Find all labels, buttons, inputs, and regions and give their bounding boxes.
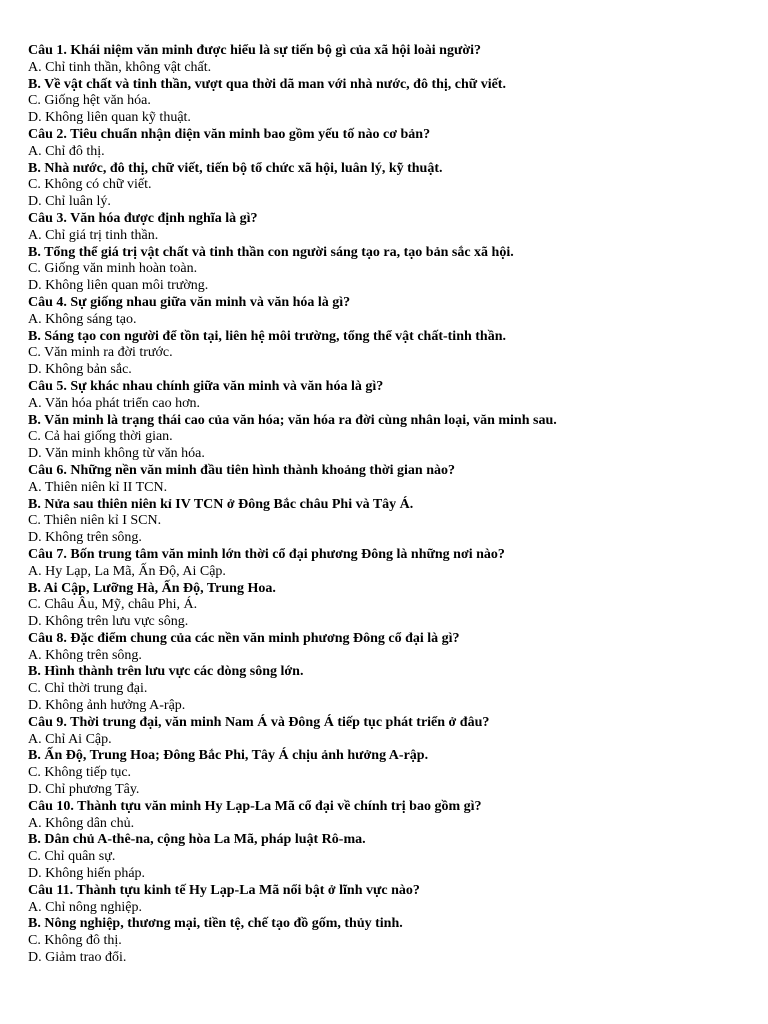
answer-option: C. Không có chữ viết. — [28, 177, 152, 193]
answer-option-correct: B. Nửa sau thiên niên kỉ IV TCN ở Đông Bắc châu Phi và Tây Á. — [28, 496, 414, 512]
answer-option: D. Không liên quan môi trường. — [28, 278, 209, 294]
question-block — [28, 127, 748, 211]
answer-option: C. Chỉ thời trung đại. — [28, 681, 148, 697]
question-title: Câu 1. Khái niệm văn minh được hiểu là sự tiến bộ gì của xã hội loài người? — [28, 43, 482, 58]
answer-option: A. Hy Lạp, La Mã, Ấn Độ, Ai Cập. — [28, 563, 226, 579]
answer-option: D. Không trên sông. — [28, 530, 142, 546]
question-title: Câu 2. Tiêu chuẩn nhận diện văn minh bao gồm yếu tố nào cơ bản? — [28, 126, 431, 142]
answer-option: A. Chỉ đô thị. — [28, 143, 105, 159]
answer-option: A. Chỉ Ai Cập. — [28, 731, 112, 747]
answer-option: A. Chỉ tinh thần, không vật chất. — [28, 59, 212, 75]
answer-option: A. Chỉ giá trị tinh thần. — [28, 227, 159, 243]
answer-option-correct: B. Ấn Độ, Trung Hoa; Đông Bắc Phi, Tây Á chịu ảnh hưởng A-rập. — [28, 748, 429, 764]
question-block — [28, 379, 748, 463]
answer-option: A. Thiên niên kỉ II TCN. — [28, 479, 168, 495]
question-block — [28, 43, 748, 127]
answer-option: C. Giống văn minh hoàn toàn. — [28, 261, 198, 277]
answer-option-correct: B. Nông nghiệp, thương mại, tiền tệ, chế tạo đồ gốm, thủy tinh. — [28, 916, 403, 932]
answer-option-correct: B. Nhà nước, đô thị, chữ viết, tiến bộ tổ chức xã hội, luân lý, kỹ thuật. — [28, 160, 443, 176]
answer-option: C. Chỉ quân sự. — [28, 849, 116, 865]
answer-option-correct: B. Tổng thể giá trị vật chất và tinh thần con người sáng tạo ra, tạo bản sắc xã hội. — [28, 244, 514, 260]
question-block — [28, 211, 748, 295]
question-block — [28, 547, 748, 631]
answer-option: C. Cả hai giống thời gian. — [28, 429, 173, 445]
answer-option-correct: B. Dân chủ A-thê-na, cộng hòa La Mã, pháp luật Rô-ma. — [28, 832, 366, 848]
answer-option: C. Thiên niên kỉ I SCN. — [28, 513, 162, 529]
question-block — [28, 799, 748, 883]
answer-option-correct: B. Sáng tạo con người để tồn tại, liên hệ môi trường, tổng thể vật chất-tinh thần. — [28, 328, 507, 344]
question-title: Câu 11. Thành tựu kinh tế Hy Lạp-La Mã nổi bật ở lĩnh vực nào? — [28, 882, 420, 898]
question-title: Câu 6. Những nền văn minh đầu tiên hình thành khoảng thời gian nào? — [28, 462, 455, 478]
question-title: Câu 5. Sự khác nhau chính giữa văn minh và văn hóa là gì? — [28, 378, 384, 394]
quiz-document — [28, 43, 748, 967]
answer-option: D. Văn minh không từ văn hóa. — [28, 446, 205, 462]
answer-option: D. Không trên lưu vực sông. — [28, 614, 189, 630]
answer-option: C. Châu Âu, Mỹ, châu Phi, Á. — [28, 597, 198, 613]
answer-option: C. Giống hệt văn hóa. — [28, 93, 151, 109]
question-block — [28, 463, 748, 547]
question-title: Câu 9. Thời trung đại, văn minh Nam Á và Đông Á tiếp tục phát triển ở đâu? — [28, 714, 490, 730]
question-title: Câu 7. Bốn trung tâm văn minh lớn thời cổ đại phương Đông là những nơi nào? — [28, 546, 505, 562]
question-block — [28, 295, 748, 379]
answer-option: A. Không trên sông. — [28, 647, 142, 663]
answer-option: D. Không ảnh hưởng A-rập. — [28, 698, 186, 714]
question-title: Câu 4. Sự giống nhau giữa văn minh và văn hóa là gì? — [28, 294, 351, 310]
answer-option: A. Không dân chủ. — [28, 815, 135, 831]
answer-option: D. Không liên quan kỹ thuật. — [28, 110, 191, 126]
question-block — [28, 715, 748, 799]
answer-option: D. Giảm trao đổi. — [28, 950, 127, 966]
answer-option: C. Không đô thị. — [28, 933, 122, 949]
answer-option-correct: B. Văn minh là trạng thái cao của văn hóa; văn hóa ra đời cùng nhân loại, văn minh sau. — [28, 412, 557, 428]
answer-option: A. Văn hóa phát triển cao hơn. — [28, 395, 200, 411]
question-block — [28, 883, 748, 967]
answer-option: D. Không bản sắc. — [28, 362, 132, 378]
answer-option: D. Chỉ phương Tây. — [28, 782, 140, 798]
answer-option-correct: B. Về vật chất và tinh thần, vượt qua thời dã man với nhà nước, đô thị, chữ viết. — [28, 76, 506, 92]
question-block — [28, 631, 748, 715]
question-title: Câu 8. Đặc điểm chung của các nền văn minh phương Đông cổ đại là gì? — [28, 630, 460, 646]
question-title: Câu 10. Thành tựu văn minh Hy Lạp-La Mã cổ đại về chính trị bao gồm gì? — [28, 798, 482, 814]
answer-option: C. Văn minh ra đời trước. — [28, 345, 173, 361]
answer-option-correct: B. Ai Cập, Lưỡng Hà, Ấn Độ, Trung Hoa. — [28, 580, 276, 596]
answer-option: C. Không tiếp tục. — [28, 765, 132, 781]
answer-option: A. Không sáng tạo. — [28, 311, 137, 327]
answer-option: D. Chỉ luân lý. — [28, 194, 111, 210]
answer-option: D. Không hiến pháp. — [28, 866, 146, 882]
question-title: Câu 3. Văn hóa được định nghĩa là gì? — [28, 210, 258, 226]
answer-option-correct: B. Hình thành trên lưu vực các dòng sông lớn. — [28, 664, 304, 680]
answer-option: A. Chỉ nông nghiệp. — [28, 899, 142, 915]
